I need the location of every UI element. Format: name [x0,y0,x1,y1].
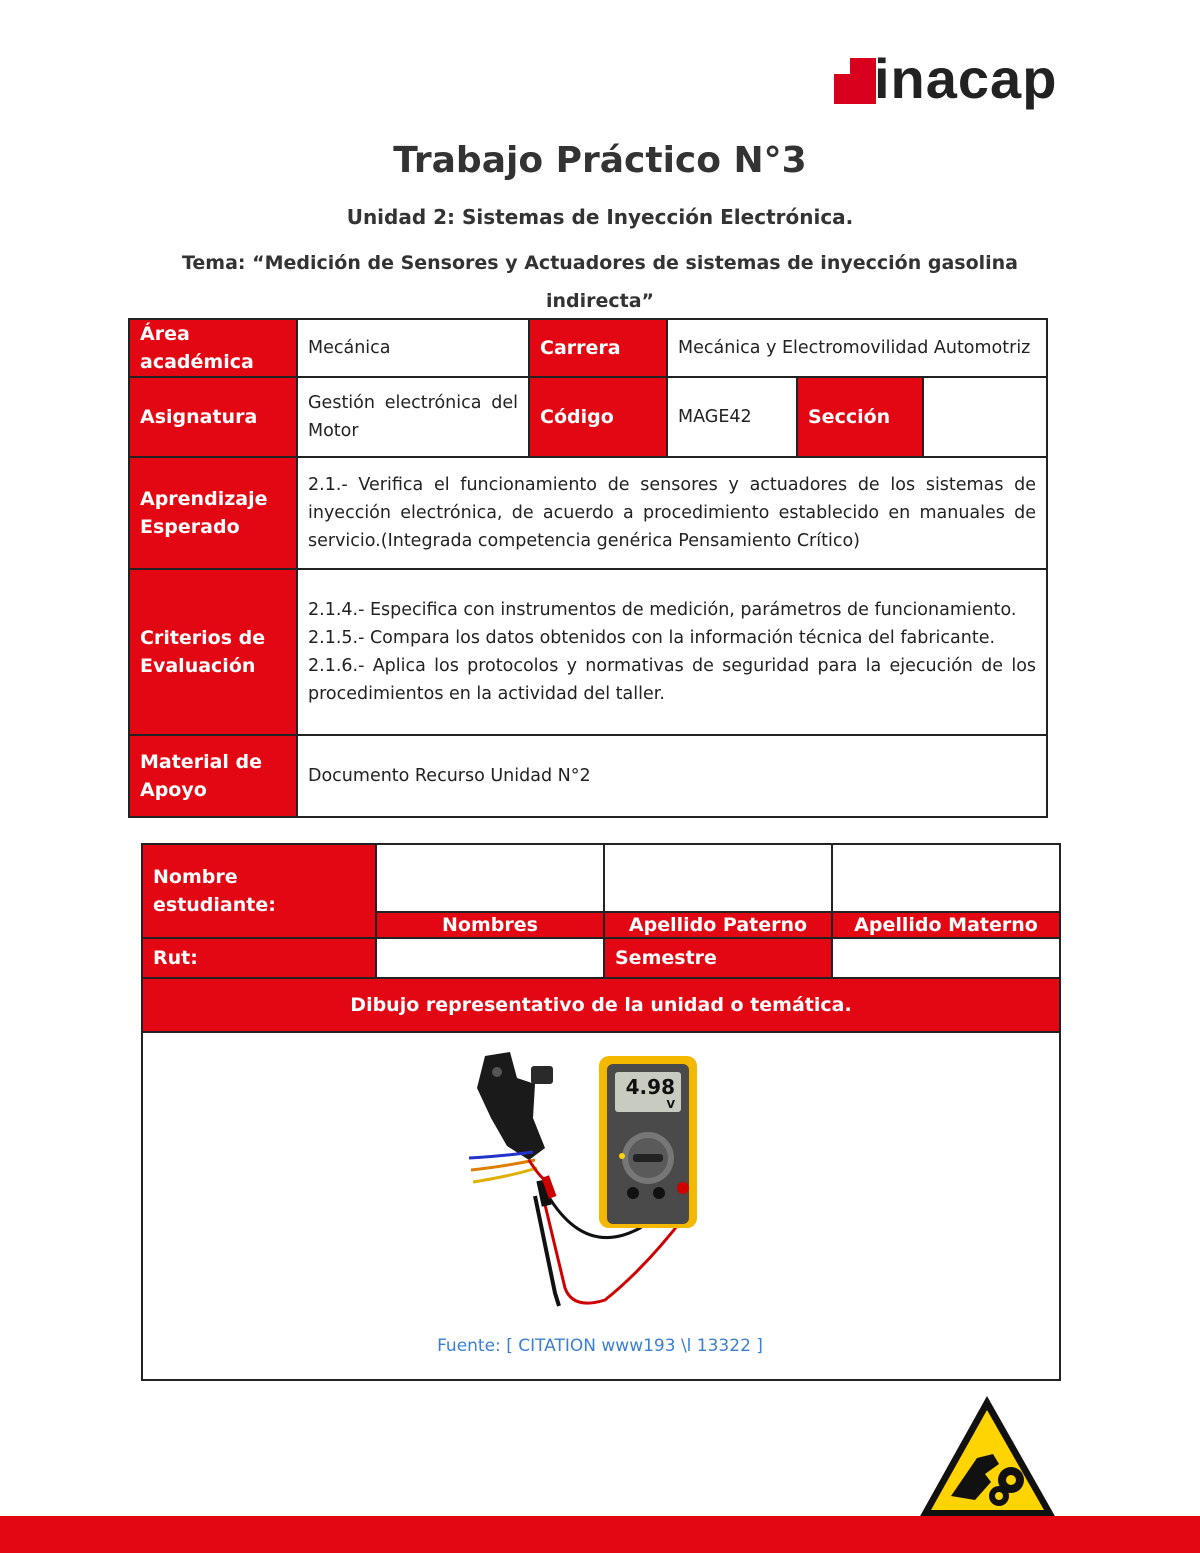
unit-heading: Unidad 2: Sistemas de Inyección Electrónica. [346,205,854,229]
codigo-value: MAGE42 [667,377,797,457]
rut-input[interactable] [376,938,604,978]
criterio-item: 2.1.4.- Especifica con instrumentos de medición, parámetros de funcionamiento. [308,600,1017,620]
apellido-materno-header: Apellido Materno [832,912,1060,938]
inacap-logo [834,47,1058,120]
asignatura-label: Asignatura [129,377,297,457]
material-value: Documento Recurso Unidad N°2 [297,735,1047,817]
nombre-label: Nombre estudiante: [142,844,376,938]
semestre-label: Semestre [604,938,832,978]
rut-label: Rut: [142,938,376,978]
criterios-label: Criterios de Evaluación [129,569,297,735]
nombres-header: Nombres [376,912,604,938]
drawing-banner: Dibujo representativo de la unidad o temática. [142,978,1060,1032]
topic-line-1: Tema: “Medición de Sensores y Actuadores de sistemas de inyección gasolina [181,252,1019,274]
page-title: Trabajo Práctico N°3 [393,140,807,181]
criterios-list [297,569,1047,735]
area-label: Área académica [129,319,297,377]
asignatura-value: Gestión electrónica del Motor [297,377,529,457]
area-value: Mecánica [297,319,529,377]
criterio-item: 2.1.6.- Aplica los protocolos y normativas de seguridad para la ejecución de los procedimientos en la actividad del taller. [308,656,1037,704]
seccion-value[interactable] [923,377,1047,457]
seccion-label: Sección [797,377,923,457]
material-label: Material de Apoyo [129,735,297,817]
inacap-logo-mark [834,58,876,104]
codigo-label: Código [529,377,667,457]
carrera-label: Carrera [529,319,667,377]
topic-line-2: indirecta” [545,290,655,312]
hand-crush-warning-icon [915,1392,1060,1522]
apellido-paterno-input[interactable] [604,844,832,912]
multimeter-icon [599,1056,697,1228]
aprendizaje-label: Aprendizaje Esperado [129,457,297,569]
meter-reading: 4.98 [625,1075,675,1099]
nombres-input[interactable] [376,844,604,912]
footer-bar [0,1516,1200,1553]
course-info-table [128,318,1048,818]
apellido-paterno-header: Apellido Paterno [604,912,832,938]
multimeter-illustration [455,1048,715,1318]
topic-heading [150,244,1050,320]
figure-source: Fuente: [ CITATION www193 \l 13322 ] [437,1336,763,1356]
carrera-value: Mecánica y Electromovilidad Automotriz [667,319,1047,377]
criterio-item: 2.1.5.- Compara los datos obtenidos con la información técnica del fabricante. [308,628,996,648]
meter-unit: V [666,1098,675,1111]
apellido-materno-input[interactable] [832,844,1060,912]
aprendizaje-value: 2.1.- Verifica el funcionamiento de sensores y actuadores de los sistemas de inyección electrónica, de acuerdo a procedimiento establecido en manuales de servicio.(Integrada competencia genérica Pensamiento Crítico) [297,457,1047,569]
inacap-logo-word: inacap [874,47,1058,110]
semestre-input[interactable] [832,938,1060,978]
sensor-icon [477,1052,553,1160]
